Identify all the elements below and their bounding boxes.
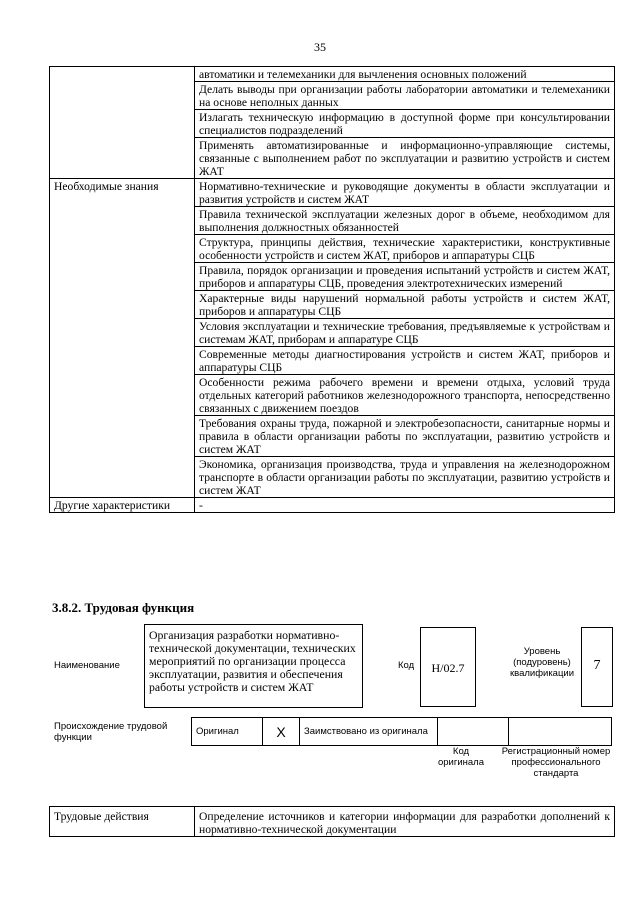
table-row: [50, 807, 615, 837]
borrowed-label: Заимствовано из оригинала: [300, 718, 438, 746]
actions-table: [49, 806, 615, 837]
skills-label-cell: [50, 67, 195, 179]
skill-item: Применять автоматизированные и информационно-управляющие системы, связанные с выполнением работ по эксплуатации и развитию устройств и систем ЖАТ: [195, 138, 615, 179]
knowledge-item: Нормативно-технические и руководящие документы в области эксплуатации и развития устройств и систем ЖАТ: [195, 179, 615, 207]
registration-number-cell: [509, 718, 612, 746]
knowledge-item: Условия эксплуатации и технические требования, предъявляемые к устройствам и системам ЖАТ, приборам и аппаратуре СЦБ: [195, 319, 615, 347]
registration-caption: Регистрационный номер профессионального стандарта: [501, 746, 611, 779]
name-label: Наименование: [54, 660, 120, 671]
knowledge-item: Правила, порядок организации и проведения испытаний устройств и систем ЖАТ, приборов и аппаратуры СЦБ, проведения электротехнических измерений: [195, 263, 615, 291]
level-label: Уровень (подуровень) квалификации: [509, 646, 575, 679]
code-value-box: H/02.7: [420, 627, 476, 707]
skill-item: Излагать техническую информацию в доступной форме при консультировании специалистов подразделений: [195, 110, 615, 138]
origin-code-caption: Код оригинала: [437, 746, 484, 768]
skill-item: автоматики и телемеханики для вычленения основных положений: [195, 67, 615, 82]
table-row: [50, 498, 615, 513]
skill-item: Делать выводы при организации работы лаборатории автоматики и телемеханики на основе неполных данных: [195, 82, 615, 110]
knowledge-item: Современные методы диагностирования устройств и систем ЖАТ, приборов и аппаратуры СЦБ: [195, 347, 615, 375]
knowledge-item: Экономика, организация производства, труда и управления на железнодорожном транспорте в области организации работы по эксплуатации, развитию устройств и систем ЖАТ: [195, 457, 615, 498]
original-mark: X: [263, 718, 300, 746]
origin-label: Происхождение трудовой функции: [54, 721, 168, 743]
function-name-box: Организация разработки нормативно-технической документации, технических мероприятий по организации процесса эксплуатации, развития и обеспечения работы устройств и систем ЖАТ: [144, 624, 363, 708]
origin-code-cell: [438, 718, 509, 746]
other-characteristics-value: -: [195, 498, 615, 513]
knowledge-item: Правила технической эксплуатации железных дорог в объеме, необходимом для выполнения должностных обязанностей: [195, 207, 615, 235]
other-characteristics-label: Другие характеристики: [50, 498, 195, 513]
origin-table: [191, 717, 612, 746]
level-value-box: 7: [581, 627, 613, 707]
original-label: Оригинал: [192, 718, 263, 746]
section-title: 3.8.2. Трудовая функция: [52, 600, 195, 615]
knowledge-item: Особенности режима рабочего времени и времени отдыха, условий труда отдельных категорий работников железнодорожного транспорта, непосредственно связанных с движением поездов: [195, 375, 615, 416]
table-row: [50, 67, 615, 82]
knowledge-label: Необходимые знания: [50, 179, 195, 498]
actions-label: Трудовые действия: [50, 807, 195, 837]
knowledge-item: Характерные виды нарушений нормальной работы устройств и систем ЖАТ, приборов и аппаратуры СЦБ: [195, 291, 615, 319]
code-label: Код: [398, 660, 415, 671]
knowledge-item: Требования охраны труда, пожарной и электробезопасности, санитарные нормы и правила в области организации работы по эксплуатации, развитию устройств и систем ЖАТ: [195, 416, 615, 457]
action-item: Определение источников и категории информации для разработки дополнений к нормативно-технической документации: [195, 807, 615, 837]
knowledge-item: Структура, принципы действия, технические характеристики, конструктивные особенности устройств и систем ЖАТ, приборов и аппаратуры СЦБ: [195, 235, 615, 263]
table-row: [192, 718, 612, 746]
page-number: 35: [314, 40, 326, 54]
knowledge-table: [49, 66, 615, 513]
table-row: [50, 179, 615, 207]
